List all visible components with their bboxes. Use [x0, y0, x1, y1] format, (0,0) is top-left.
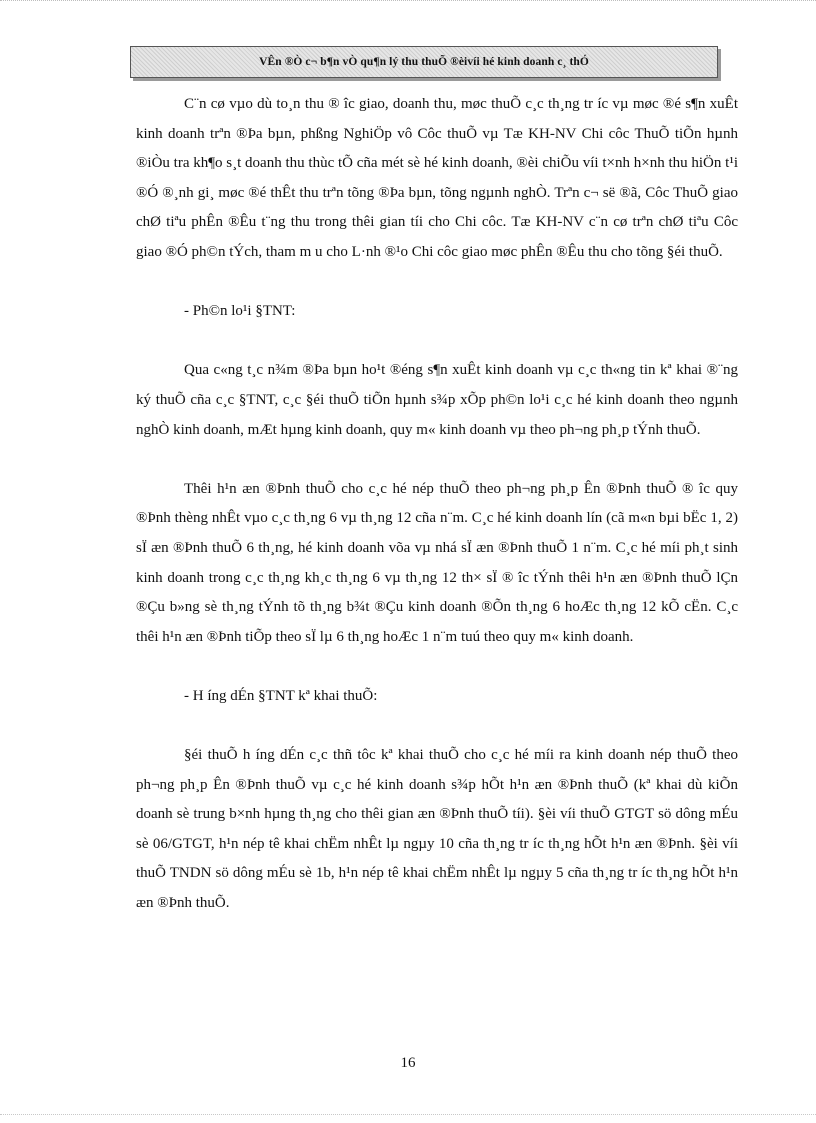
header-title: VÊn ®Ò c¬ b¶n vÒ qu¶n lý thu thuÕ ®èivíi hé kinh doanh c¸ thÓ — [259, 56, 589, 68]
page-number: 16 — [400, 1055, 416, 1071]
paragraph-target-setting: C¨n cø vµo dù to¸n thu ® îc giao, doanh thu, møc thuÕ c¸c th¸ng tr íc vµ møc ®é s¶n xuÊt kinh doanh trªn ®Þa bµn, phßng NghiÖp vô Côc thuÕ vµ Tæ KH-NV Chi côc ThuÕ tiÕn hµnh ®iÒu tra kh¶o s¸t doanh thu thùc tÕ cña mét sè hé kinh doanh, ®èi chiÕu víi t×nh h×nh thu hiÖn t¹i ®Ó ®¸nh gi¸ møc ®é thÊt thu trªn tõng ®Þa bµn, tõng ngµnh nghÒ. Trªn c¬ së ®ã, Côc ThuÕ giao chØ tiªu phÊn ®Êu t¨ng thu trong thêi gian tíi cho Chi côc. Tæ KH-NV c¨n cø trªn chØ tiªu Côc giao ®Ó ph©n tÝch, tham m u cho L·nh ®¹o Chi côc giao møc phÊn ®Êu thu cho tõng §éi thuÕ. — [136, 96, 738, 260]
section-heading-classification: - Ph©n lo¹i §TNT: — [184, 303, 296, 320]
running-header — [130, 46, 718, 78]
section-heading-declaration-guidance: - H íng dÉn §TNT kª khai thuÕ: — [184, 687, 378, 704]
page-bottom-edge — [0, 1114, 816, 1116]
paragraph-classification: Qua c«ng t¸c n¾m ®Þa bµn ho¹t ®éng s¶n xuÊt kinh doanh vµ c¸c th«ng tin kª khai ®¨ng ký thuÕ cña c¸c §TNT, c¸c §éi thuÕ tiÕn hµnh s¾p xÕp ph©n lo¹i c¸c hé kinh doanh theo ngµnh nghÒ kinh doanh, mÆt hµng kinh doanh, quy m« kinh doanh vµ theo ph¬ng ph¸p tÝnh thuÕ. — [136, 362, 738, 438]
paragraph-stabilization-period: Thêi h¹n æn ®Þnh thuÕ cho c¸c hé nép thuÕ theo ph¬ng ph¸p Ên ®Þnh thuÕ ® îc quy ®Þnh thèng nhÊt vµo c¸c th¸ng 6 vµ th¸ng 12 cña n¨m. C¸c hé kinh doanh lín (cã m«n bµi bËc 1, 2) sÏ æn ®Þnh thuÕ 6 th¸ng, hé kinh doanh võa vµ nhá sÏ æn ®Þnh thuÕ 1 n¨m. C¸c hé míi ph¸t sinh kinh doanh trong c¸c th¸ng kh¸c th¸ng 6 vµ th¸ng 12 th× sÏ ® îc tÝnh thêi h¹n æn ®Þnh thuÕ lÇn ®Çu b»ng sè th¸ng tÝnh tõ th¸ng b¾t ®Çu kinh doanh ®Õn th¸ng 6 hoÆc th¸ng 12 kÕ cËn. C¸c thêi h¹n æn ®Þnh tiÕp theo sÏ lµ 6 th¸ng hoÆc 1 n¨m tuú theo quy m« kinh doanh. — [136, 480, 738, 645]
page-top-edge — [0, 0, 816, 7]
paragraph-declaration-guidance: §éi thuÕ h íng dÉn c¸c thñ tôc kª khai thuÕ cho c¸c hé míi ra kinh doanh nép thuÕ theo ph¬ng ph¸p Ên ®Þnh thuÕ vµ c¸c hé kinh doanh s¾p hÕt h¹n æn ®Þnh thuÕ (kª khai dù kiÕn doanh sè trung b×nh hµng th¸ng cho thêi gian æn ®Þnh thuÕ tíi). §èi víi thuÕ GTGT sö dông mÉu sè 06/GTGT, h¹n nép tê khai chËm nhÊt lµ ngµy 10 cña th¸ng tr íc th¸ng hÕt h¹n æn ®Þnh. §èi víi thuÕ TNDN sö dông mÉu sè 1b, h¹n nép tê khai chËm nhÊt lµ ngµy 5 cña th¸ng tr íc th¸ng hÕt h¹n æn ®Þnh thuÕ. — [136, 747, 738, 912]
document-body — [136, 90, 738, 919]
